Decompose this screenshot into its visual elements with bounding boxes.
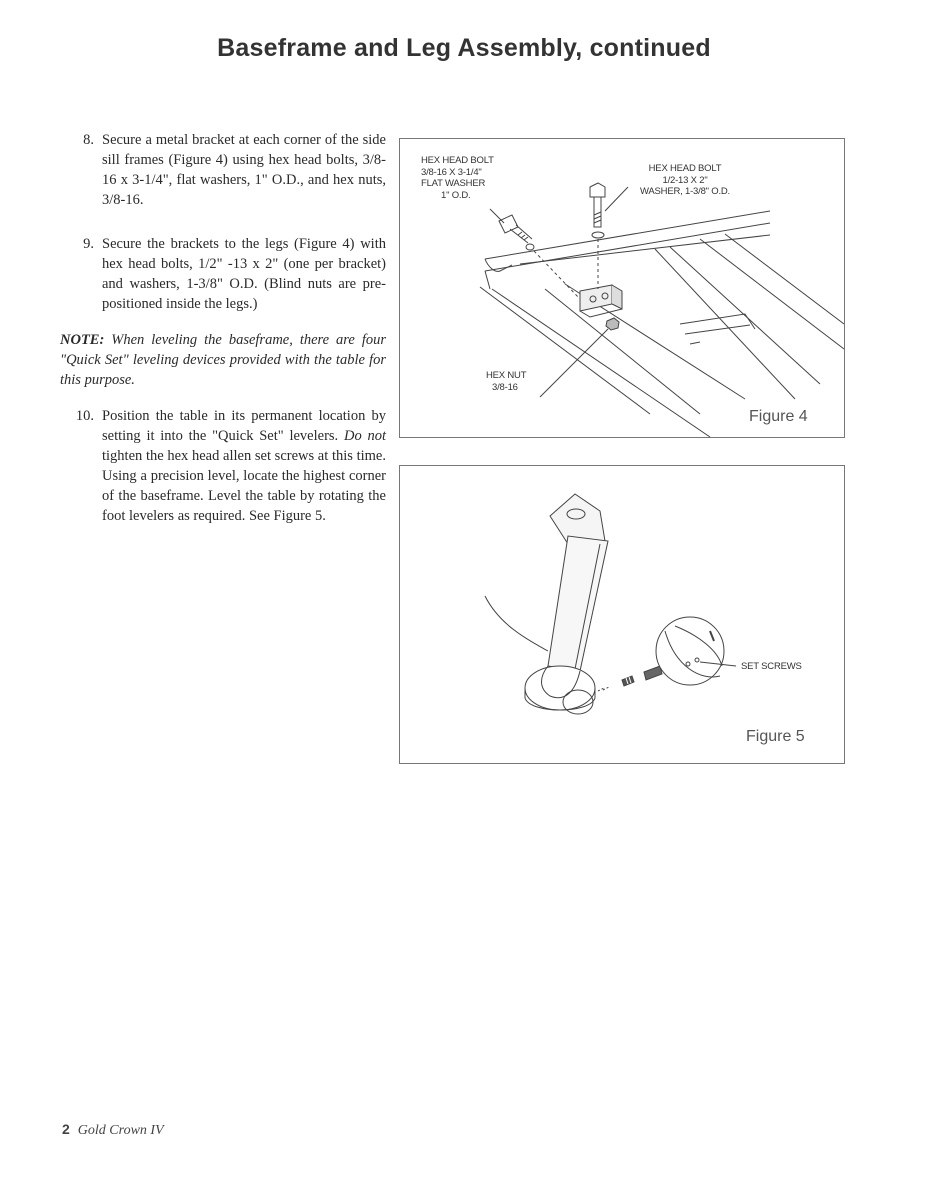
step-number: 10. bbox=[75, 408, 94, 424]
step-emphasis: Do not bbox=[343, 428, 386, 444]
step-10 bbox=[60, 406, 386, 526]
callout-right-bolt: HEX HEAD BOLT 1/2-13 X 2" WASHER, 1-3/8" O.D. bbox=[639, 163, 731, 197]
step-text: Secure a metal bracket at each corner of the side sill frames (Figure 4) using hex head bolts, 3/8-16 x 3-1/4", flat washers, 1" O.D., and hex nuts, 3/8-16. bbox=[102, 132, 386, 208]
page-title: Baseframe and Leg Assembly, continued bbox=[217, 34, 711, 62]
leg-leveler-illustration bbox=[400, 466, 844, 763]
step-text: Secure the brackets to the legs (Figure 4) with hex head bolts, 1/2" -13 x 2" (one per bracket) and washers, 1-3/8" O.D. (Blind nuts are pre-positioned inside the legs.) bbox=[102, 236, 386, 312]
callout-hex-nut: HEX NUT 3/8-16 bbox=[486, 370, 527, 393]
step-number: 8. bbox=[83, 132, 94, 148]
step-number: 9. bbox=[83, 236, 94, 252]
figure-4 bbox=[399, 138, 845, 438]
step-text-continued: tighten the hex head allen set screws at this time. Using a precision level, locate the highest corner of the baseframe. Level the table by rotating the foot levelers as required. See Figure 5. bbox=[102, 448, 386, 524]
note-label: NOTE: bbox=[60, 332, 105, 348]
figure-5-caption: Figure 5 bbox=[746, 728, 805, 745]
product-name: Gold Crown IV bbox=[77, 1123, 164, 1138]
step-8 bbox=[60, 130, 386, 210]
callout-set-screws: SET SCREWS bbox=[741, 661, 802, 672]
leveling-note bbox=[60, 330, 386, 390]
page-footer bbox=[62, 1121, 164, 1139]
figure-5 bbox=[399, 465, 845, 764]
callout-left-bolt: HEX HEAD BOLT 3/8-16 X 3-1/4" FLAT WASHER 1" O.D. bbox=[421, 155, 494, 201]
note-text: When leveling the baseframe, there are four "Quick Set" leveling devices provided with the table for this purpose. bbox=[60, 332, 386, 388]
instruction-steps bbox=[60, 130, 386, 526]
step-text: Position the table in its permanent location by setting it into the "Quick Set" levelers. bbox=[102, 408, 386, 444]
figure-4-caption: Figure 4 bbox=[749, 408, 808, 425]
step-9 bbox=[60, 234, 386, 314]
page-number: 2 bbox=[62, 1121, 70, 1137]
